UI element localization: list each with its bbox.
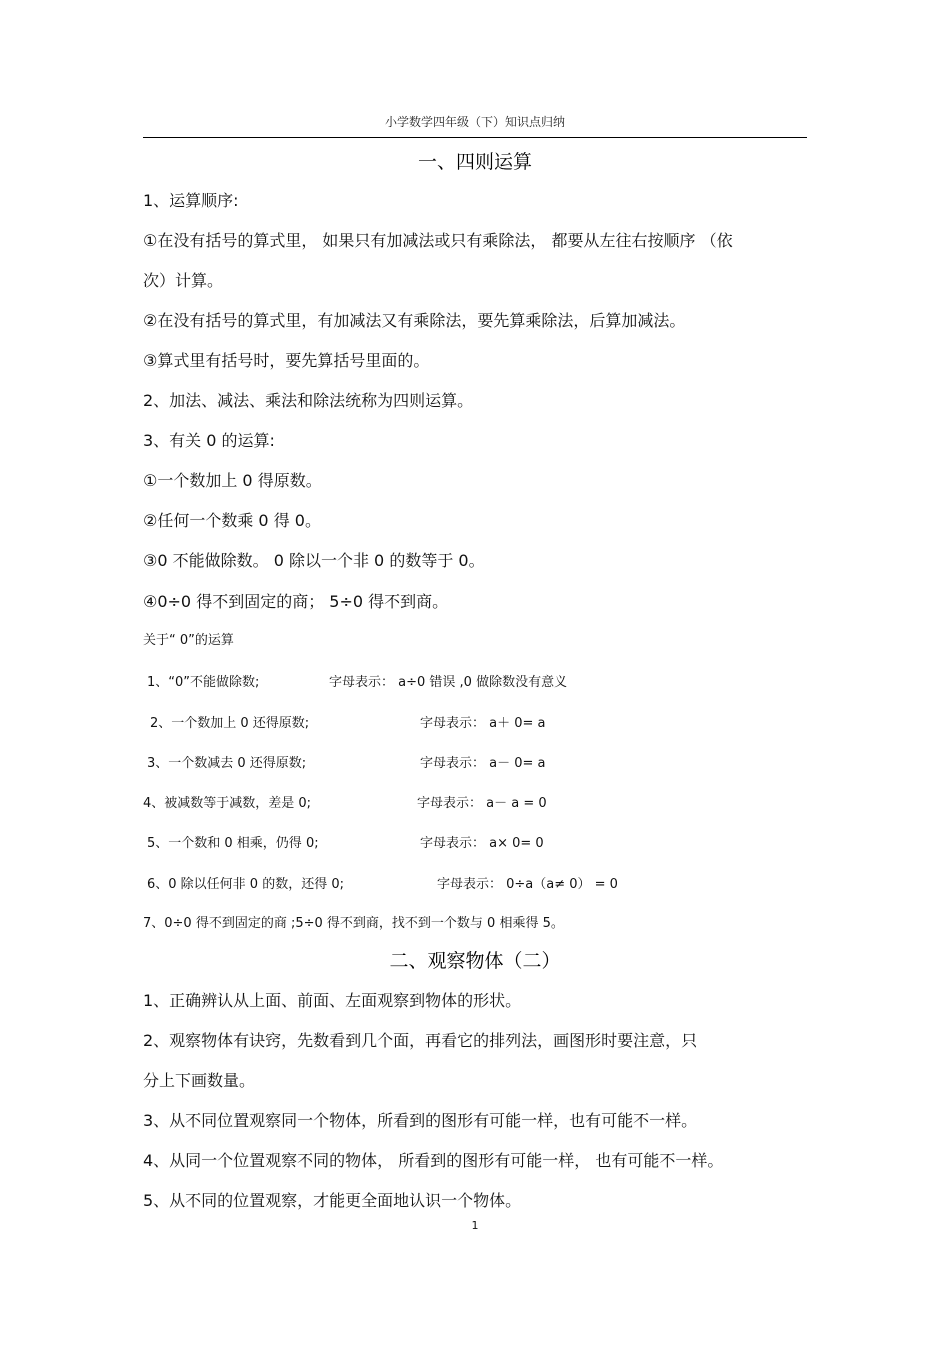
text-line: 次）计算。 [143,271,224,290]
text-line: 3、从不同位置观察同一个物体，所看到的图形有可能一样，也有可能不一样。 [143,1111,698,1130]
zero-rule-text: 3、一个数减去 0 还得原数; [147,756,307,771]
page-number: 1 [471,1219,479,1232]
page-header: 小学数学四年级（下）知识点归纳 [384,115,565,129]
text-line: 3、有关 0 的运算: [143,431,275,450]
zero-rule-text: 5、一个数和 0 相乘，仍得 0; [147,836,319,851]
zero-rule-text: 1、“0”不能做除数; [147,675,260,690]
text-line: 5、从不同的位置观察，才能更全面地认识一个物体。 [143,1191,522,1210]
zero-rule-formula: 字母表示： a－ a = 0 [417,796,547,811]
zero-rule-item [150,712,546,731]
text-line: ④0÷0 得不到固定的商； 5÷0 得不到商。 [143,592,449,611]
text-line: 1、正确辨认从上面、前面、左面观察到物体的形状。 [143,991,522,1010]
text-line: ①在没有括号的算式里， 如果只有加减法或只有乘除法， 都要从左往右按顺序 （依 [143,231,733,250]
zero-rule-formula: 字母表示： a× 0= 0 [420,836,544,851]
zero-rule-formula: 字母表示： a－ 0= a [420,756,546,771]
header-rule [143,137,807,138]
text-line: 分上下画数量。 [143,1071,256,1090]
zero-rule-item [143,792,547,811]
section-title-observing-objects: 二、观察物体（二） [389,950,561,972]
zero-rule-item [147,752,546,771]
text-line: ②任何一个数乘 0 得 0。 [143,511,321,530]
section-title-arithmetic: 一、四则运算 [417,151,532,173]
text-line: 2、观察物体有诀窍，先数看到几个面，再看它的排列法，画图形时要注意，只 [143,1031,698,1050]
zero-rule-text: 2、一个数加上 0 还得原数; [150,716,310,731]
text-line: 2、加法、减法、乘法和除法统称为四则运算。 [143,391,474,410]
text-line: ②在没有括号的算式里，有加减法又有乘除法，要先算乘除法，后算加减法。 [143,311,686,330]
zero-rule-text: 6、0 除以任何非 0 的数，还得 0; [147,877,344,892]
zero-rule-item [147,832,544,851]
zero-rule-text: 4、被减数等于减数，差是 0; [143,796,312,811]
zero-rule-formula: 字母表示： a÷0 错误 ,0 做除数没有意义 [329,675,568,690]
text-line: ①一个数加上 0 得原数。 [143,471,322,490]
zero-rule-formula: 字母表示： 0÷a（a≠ 0） = 0 [437,877,618,892]
text-line: ③0 不能做除数。 0 除以一个非 0 的数等于 0。 [143,551,485,570]
text-line: ③算式里有括号时，要先算括号里面的。 [143,351,430,370]
text-line: 4、从同一个位置观察不同的物体， 所看到的图形有可能一样， 也有可能不一样。 [143,1151,724,1170]
zero-rule-item: 7、0÷0 得不到固定的商 ;5÷0 得不到商，找不到一个数与 0 相乘得 5。 [143,916,564,931]
zero-rule-item [147,671,568,690]
zero-rule-item [147,873,618,892]
zero-rules-heading: 关于“ 0”的运算 [143,633,234,648]
text-line: 1、运算顺序: [143,191,239,210]
zero-rule-formula: 字母表示： a＋ 0= a [420,716,546,731]
